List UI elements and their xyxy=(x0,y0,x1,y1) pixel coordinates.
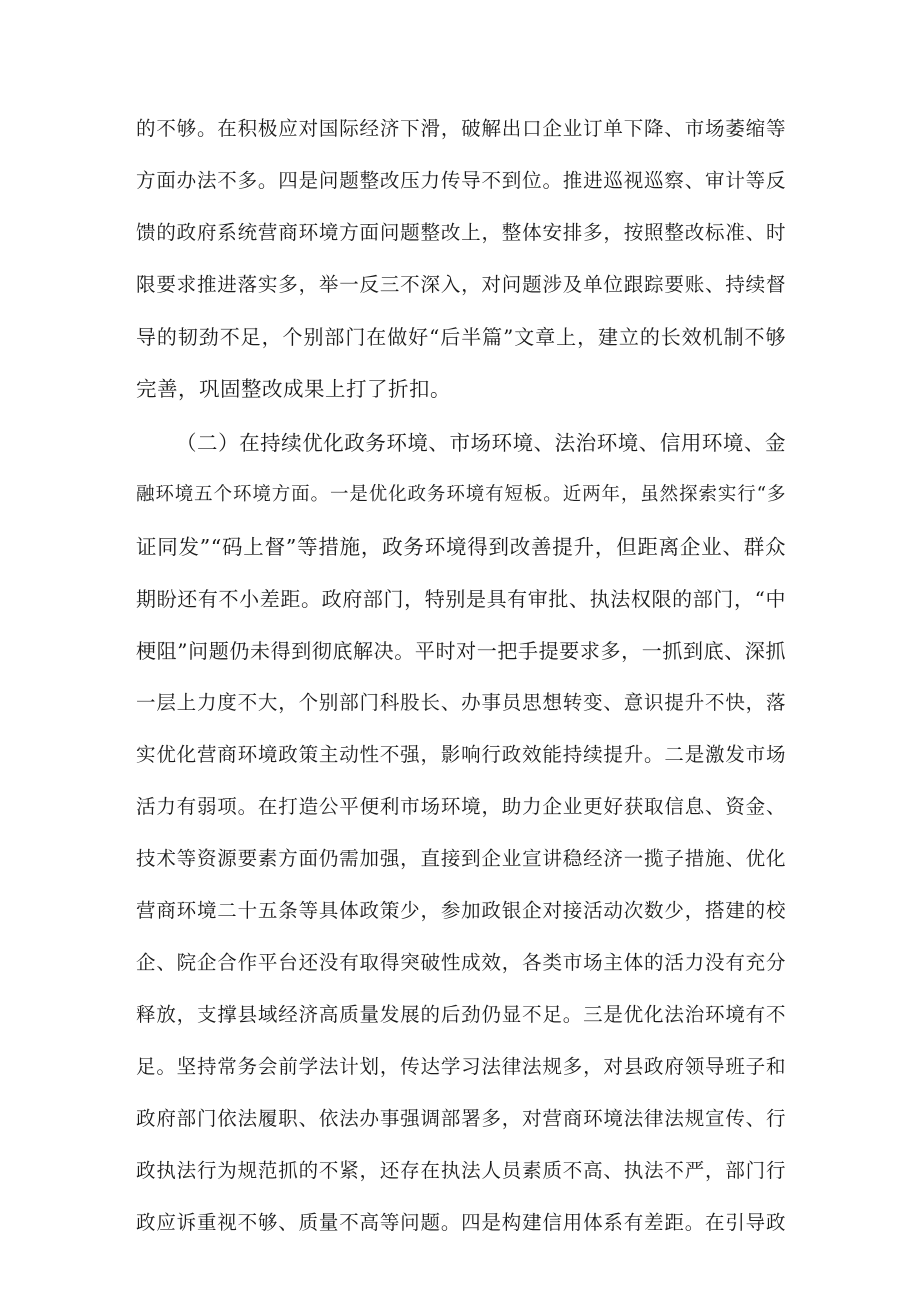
text-line: 足。坚持常务会前学法计划，传达学习法律法规多，对县政府领导班子和 xyxy=(136,1055,786,1078)
text-line: 融环境五个环境方面。一是优化政务环境有短板。近两年，虽然探索实行“多 xyxy=(136,484,786,505)
text-line: 活力有弱项。在打造公平便利市场环境，助力企业更好获取信息、资金、 xyxy=(136,795,786,818)
text-line: 完善，巩固整改成果上打了折扣。 xyxy=(136,377,451,401)
text-line: 馈的政府系统营商环境方面问题整改上，整体安排多，按照整改标准、时 xyxy=(136,221,786,244)
text-line: 技术等资源要素方面仍需加强，直接到企业宣讲稳经济一揽子措施、优化 xyxy=(136,847,786,870)
text-line: 期盼还有不小差距。政府部门，特别是具有审批、执法权限的部门，“中 xyxy=(136,587,786,611)
text-line: 企、院企合作平台还没有取得突破性成效，各类市场主体的活力没有充分 xyxy=(136,951,786,974)
text-line: 方面办法不多。四是问题整改压力传导不到位。推进巡视巡察、审计等反 xyxy=(136,169,786,192)
text-line: 一层上力度不大，个别部门科股长、办事员思想转变、意识提升不快，落 xyxy=(136,691,786,714)
text-line: 限要求推进落实多，举一反三不深入，对问题涉及单位跟踪要账、持续督 xyxy=(136,273,786,296)
text-line: 政府部门依法履职、依法办事强调部署多，对营商环境法律法规宣传、行 xyxy=(136,1107,786,1130)
text-line: （二）在持续优化政务环境、市场环境、法治环境、信用环境、金 xyxy=(176,431,786,455)
text-line: 的不够。在积极应对国际经济下滑，破解出口企业订单下降、市场萎缩等 xyxy=(136,117,786,140)
text-line: 证同发”“码上督”等措施，政务环境得到改善提升，但距离企业、群众 xyxy=(136,535,786,559)
text-line: 释放，支撑县域经济高质量发展的后劲仍显不足。三是优化法治环境有不 xyxy=(136,1003,786,1026)
text-line: 实优化营商环境政策主动性不强，影响行政效能持续提升。二是激发市场 xyxy=(136,743,786,766)
text-line: 营商环境二十五条等具体政策少，参加政银企对接活动次数少，搭建的校 xyxy=(136,899,786,922)
text-line: 梗阻”问题仍未得到彻底解决。平时对一把手提要求多，一抓到底、深抓 xyxy=(136,639,786,663)
text-line: 导的韧劲不足，个别部门在做好“后半篇”文章上，建立的长效机制不够 xyxy=(136,325,786,349)
text-line: 政应诉重视不够、质量不高等问题。四是构建信用体系有差距。在引导政 xyxy=(136,1211,786,1234)
text-line: 政执法行为规范抓的不紧，还存在执法人员素质不高、执法不严，部门行 xyxy=(136,1159,786,1182)
